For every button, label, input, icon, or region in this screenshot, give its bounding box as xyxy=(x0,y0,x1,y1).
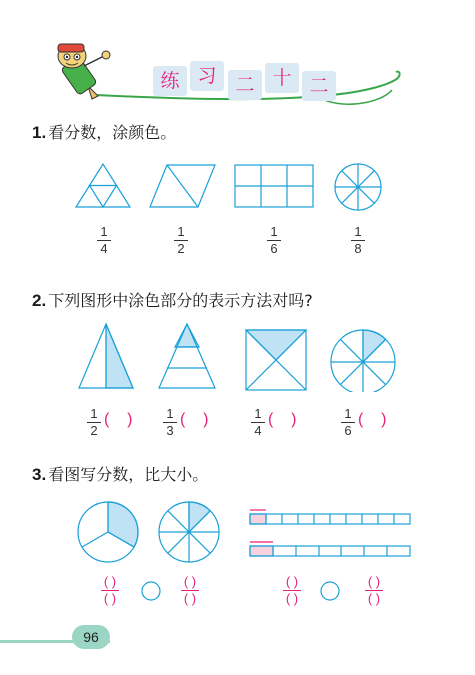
q3-blank-fraction-2[interactable]: ( ) ( ) xyxy=(178,576,202,605)
question-text: 下列图形中涂色部分的表示方法对吗? xyxy=(48,291,313,310)
q2-fraction-4: 1 6 xyxy=(338,407,358,438)
compare-circle-2[interactable] xyxy=(319,580,341,602)
strip-tenths-shape xyxy=(250,510,410,524)
q1-shapes xyxy=(0,160,475,220)
q1-fraction-1: 1 4 xyxy=(94,225,114,256)
banner-decoration xyxy=(0,0,475,120)
banner-char-2: 习 xyxy=(190,61,224,91)
question-number: 1. xyxy=(32,123,47,142)
q3-blank-fraction-3[interactable]: ( ) ( ) xyxy=(280,576,304,605)
q2-answer-3[interactable]: ( ) xyxy=(268,411,297,428)
banner-char-4: 十 xyxy=(265,63,299,93)
banner-char-3: 二 xyxy=(228,70,262,100)
question-text: 看图写分数，比大小。 xyxy=(48,465,209,484)
question-2 xyxy=(32,288,313,311)
q1-fraction-3: 1 6 xyxy=(264,225,284,256)
rectangle-sixths-shape xyxy=(235,165,313,207)
circle-eighths-shaded-shape xyxy=(331,330,395,392)
q2-answer-1[interactable]: ( ) xyxy=(104,411,133,428)
question-number: 2. xyxy=(32,291,47,310)
circle-eighths-compare-shape xyxy=(159,502,219,562)
question-number: 3. xyxy=(32,465,47,484)
banner-char-5: 二 xyxy=(302,71,336,101)
q2-answer-4[interactable]: ( ) xyxy=(358,411,387,428)
triangle-halves-shape xyxy=(79,324,133,388)
q2-answer-2[interactable]: ( ) xyxy=(180,411,209,428)
banner-char-1: 练 xyxy=(153,66,187,96)
circle-thirds-shape xyxy=(78,502,138,562)
parallelogram-halves-shape xyxy=(150,165,215,207)
square-quarters-shape xyxy=(246,330,306,390)
q2-fraction-1: 1 2 xyxy=(84,407,104,438)
page-number: 96 xyxy=(72,625,110,649)
triangle-bands-shape xyxy=(159,324,215,388)
circle-eighths-shape xyxy=(335,164,381,210)
q3-shapes xyxy=(0,498,475,568)
q3-blank-fraction-1[interactable]: ( ) ( ) xyxy=(98,576,122,605)
q2-fraction-2: 1 3 xyxy=(160,407,180,438)
triangle-quarters-shape xyxy=(76,164,130,207)
q2-shapes xyxy=(0,320,475,392)
q1-fraction-2: 1 2 xyxy=(171,225,191,256)
question-1 xyxy=(32,120,176,143)
q1-fraction-4: 1 8 xyxy=(348,225,368,256)
q3-blank-fraction-4[interactable]: ( ) ( ) xyxy=(362,576,386,605)
question-text: 看分数，涂颜色。 xyxy=(48,123,177,142)
q2-fraction-3: 1 4 xyxy=(248,407,268,438)
compare-circle-1[interactable] xyxy=(140,580,162,602)
pencil-mascot-icon xyxy=(58,44,110,99)
question-3 xyxy=(32,462,208,485)
strip-sevenths-shape xyxy=(250,542,410,556)
